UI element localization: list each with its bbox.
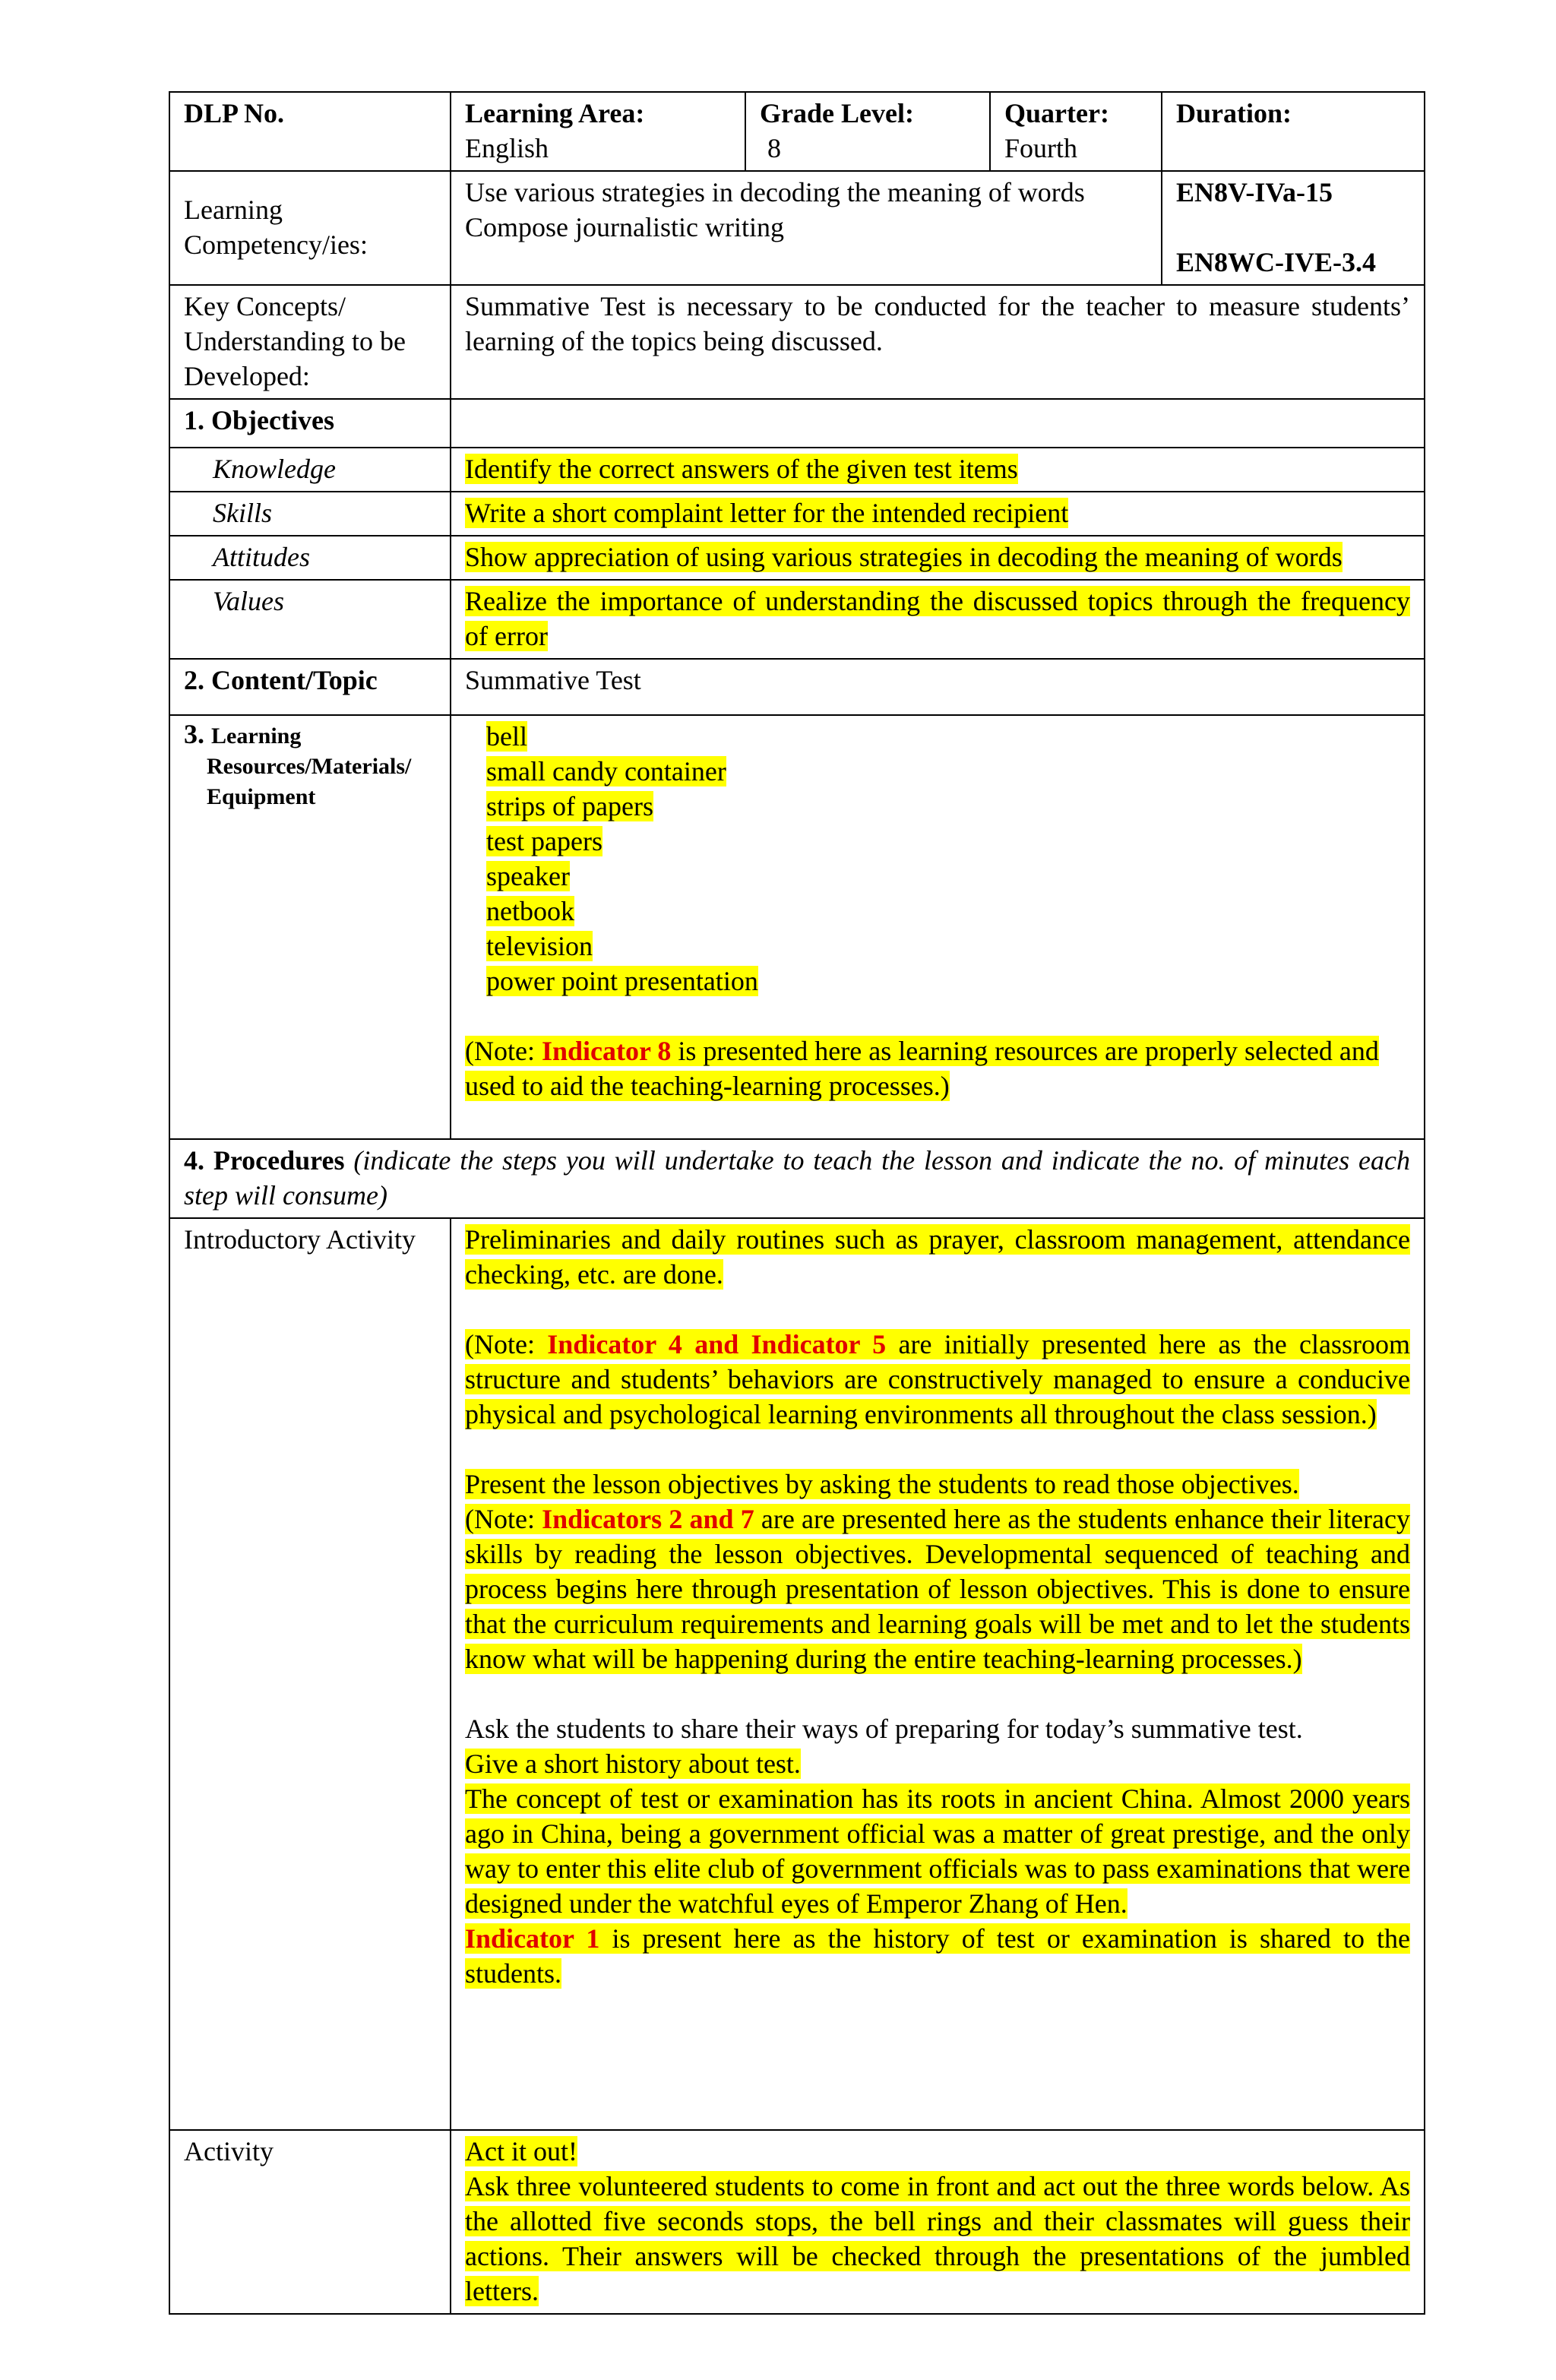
resources-label-3: Equipment (207, 784, 316, 809)
duration-label: Duration: (1176, 98, 1292, 128)
resources-row (169, 715, 1425, 1139)
intro-note-1-indicator: Indicator 4 and Indicator 5 (547, 1329, 887, 1359)
objectives-blank-cell (451, 399, 1425, 448)
resource-item: bell (486, 721, 527, 752)
attitudes-cell (451, 536, 1425, 580)
key-concepts-label: Key Concepts/ Understanding to be Developed: (169, 285, 451, 399)
skills-cell (451, 492, 1425, 536)
intro-paragraph-1: Preliminaries and daily routines such as prayer, classroom management, attendance checking, etc. are done. (465, 1224, 1410, 1290)
competency-line-1: Use various strategies in decoding the meaning of words (465, 177, 1085, 207)
attitudes-label: Attitudes (169, 536, 451, 580)
resource-item: television (486, 931, 593, 961)
grade-level-value: 8 (767, 133, 781, 163)
resource-item: netbook (486, 896, 574, 926)
intro-paragraph-5: The concept of test or examination has its roots in ancient China. Almost 2000 years ago in China, being a government official was a matter of great prestige, and the only way to enter this elite club of government officials was to pass examinations that were designed under the watchful eyes of Emperor Zhang of Hen. (465, 1783, 1410, 1919)
procedures-instruction: (indicate the steps you will undertake to teach the lesson and indicate the no. of minutes each step will consume) (184, 1145, 1410, 1211)
intro-note-3: Indicator 1 is present here as the history of test or examination is shared to the students. (465, 1923, 1410, 1989)
quarter-cell (990, 92, 1162, 171)
procedures-heading: 4. Procedures (184, 1145, 345, 1176)
resource-item: speaker (486, 861, 570, 891)
intro-note-1: (Note: Indicator 4 and Indicator 5 are initially presented here as the classroom structure and students’ behaviors are constructively managed to ensure a conducive physical and psychological learning environments all throughout the class session.) (465, 1329, 1410, 1429)
resource-item: strips of papers (486, 791, 653, 821)
learning-area-value: English (465, 133, 549, 163)
competency-text-cell (451, 171, 1162, 285)
resources-label-2: Resources/Materials/ (207, 754, 412, 779)
resources-label-cell (169, 715, 451, 1139)
introductory-content (451, 1218, 1425, 2130)
content-value: Summative Test (451, 659, 1425, 715)
intro-paragraph-2: Present the lesson objectives by asking the students to read those objectives. (465, 1469, 1299, 1499)
attitudes-text: Show appreciation of using various strategies in decoding the meaning of words (465, 542, 1343, 572)
introductory-row (169, 1218, 1425, 2130)
intro-paragraph-4: Give a short history about test. (465, 1749, 801, 1779)
quarter-label: Quarter: (1004, 98, 1109, 128)
learning-area-cell (451, 92, 745, 171)
procedures-cell (169, 1139, 1425, 1218)
activity-content (451, 2130, 1425, 2314)
objective-knowledge-row (169, 448, 1425, 492)
grade-level-label: Grade Level: (760, 98, 914, 128)
competency-code-2: EN8WC-IVE-3.4 (1176, 247, 1377, 277)
objective-skills-row (169, 492, 1425, 536)
quarter-value: Fourth (1004, 133, 1078, 163)
resources-note-pre: (Note: (465, 1036, 542, 1066)
duration-cell (1162, 92, 1425, 171)
procedures-row (169, 1139, 1425, 1218)
lesson-plan-table (169, 91, 1425, 2315)
activity-title: Act it out! (465, 2136, 577, 2166)
objectives-heading-row (169, 399, 1425, 448)
objective-values-row (169, 580, 1425, 659)
lesson-plan-sheet (169, 91, 1424, 2315)
resource-item: test papers (486, 826, 602, 856)
values-label: Values (169, 580, 451, 659)
resources-note-post: is presented here as learning resources are properly selected and used to aid the teaching-learning processes.) (465, 1036, 1379, 1101)
introductory-label: Introductory Activity (169, 1218, 451, 2130)
intro-note-2-indicator: Indicators 2 and 7 (542, 1504, 754, 1534)
competency-label: Learning Competency/ies: (169, 171, 451, 285)
grade-level-cell (745, 92, 990, 171)
knowledge-text: Identify the correct answers of the given test items (465, 454, 1018, 484)
values-cell (451, 580, 1425, 659)
learning-area-label: Learning Area: (465, 98, 645, 128)
knowledge-cell (451, 448, 1425, 492)
objectives-heading: 1. Objectives (169, 399, 451, 448)
intro-note-2: (Note: Indicators 2 and 7 are are presented here as the students enhance their literacy skills by reading the lesson objectives. Developmental sequenced of teaching and process begins here through presentation of lesson objectives. This is done to ensure that the curriculum requirements and learning goals will be met and to let the students know what will be happening during the entire teaching-learning processes.) (465, 1504, 1410, 1674)
dlp-label: DLP No. (184, 98, 285, 128)
key-concepts-text: Summative Test is necessary to be conducted for the teacher to measure students’ learning of the topics being discussed. (451, 285, 1425, 399)
content-label: 2. Content/Topic (169, 659, 451, 715)
activity-row (169, 2130, 1425, 2314)
competency-code-1: EN8V-IVa-15 (1176, 177, 1333, 207)
intro-paragraph-3: Ask the students to share their ways of preparing for today’s summative test. (465, 1714, 1303, 1744)
header-row (169, 92, 1425, 171)
competency-row (169, 171, 1425, 285)
activity-text: Ask three volunteered students to come in front and act out the three words below. As the allotted five seconds stops, the bell rings and their classmates will guess their actions. Their answers will be checked through the presentations of the jumbled letters. (465, 2171, 1410, 2306)
resources-note-indicator: Indicator 8 (541, 1036, 672, 1066)
skills-label: Skills (169, 492, 451, 536)
intro-note-3-indicator: Indicator 1 (465, 1923, 600, 1954)
resource-item: small candy container (486, 756, 726, 786)
resources-content-cell (451, 715, 1425, 1139)
values-text: Realize the importance of understanding the discussed topics through the frequency of error (465, 586, 1410, 651)
objective-attitudes-row (169, 536, 1425, 580)
resources-label-1: Learning (211, 723, 302, 748)
activity-label: Activity (169, 2130, 451, 2314)
resources-label (184, 719, 436, 752)
knowledge-label: Knowledge (169, 448, 451, 492)
resources-list (465, 719, 1410, 999)
skills-text: Write a short complaint letter for the intended recipient (465, 498, 1069, 528)
resource-item: power point presentation (486, 966, 758, 996)
dlp-no-cell (169, 92, 451, 171)
resources-num: 3. (184, 719, 204, 749)
content-row (169, 659, 1425, 715)
resources-note (465, 1033, 1410, 1103)
competency-line-2: Compose journalistic writing (465, 212, 784, 242)
competency-codes-cell (1162, 171, 1425, 285)
key-concepts-row (169, 285, 1425, 399)
